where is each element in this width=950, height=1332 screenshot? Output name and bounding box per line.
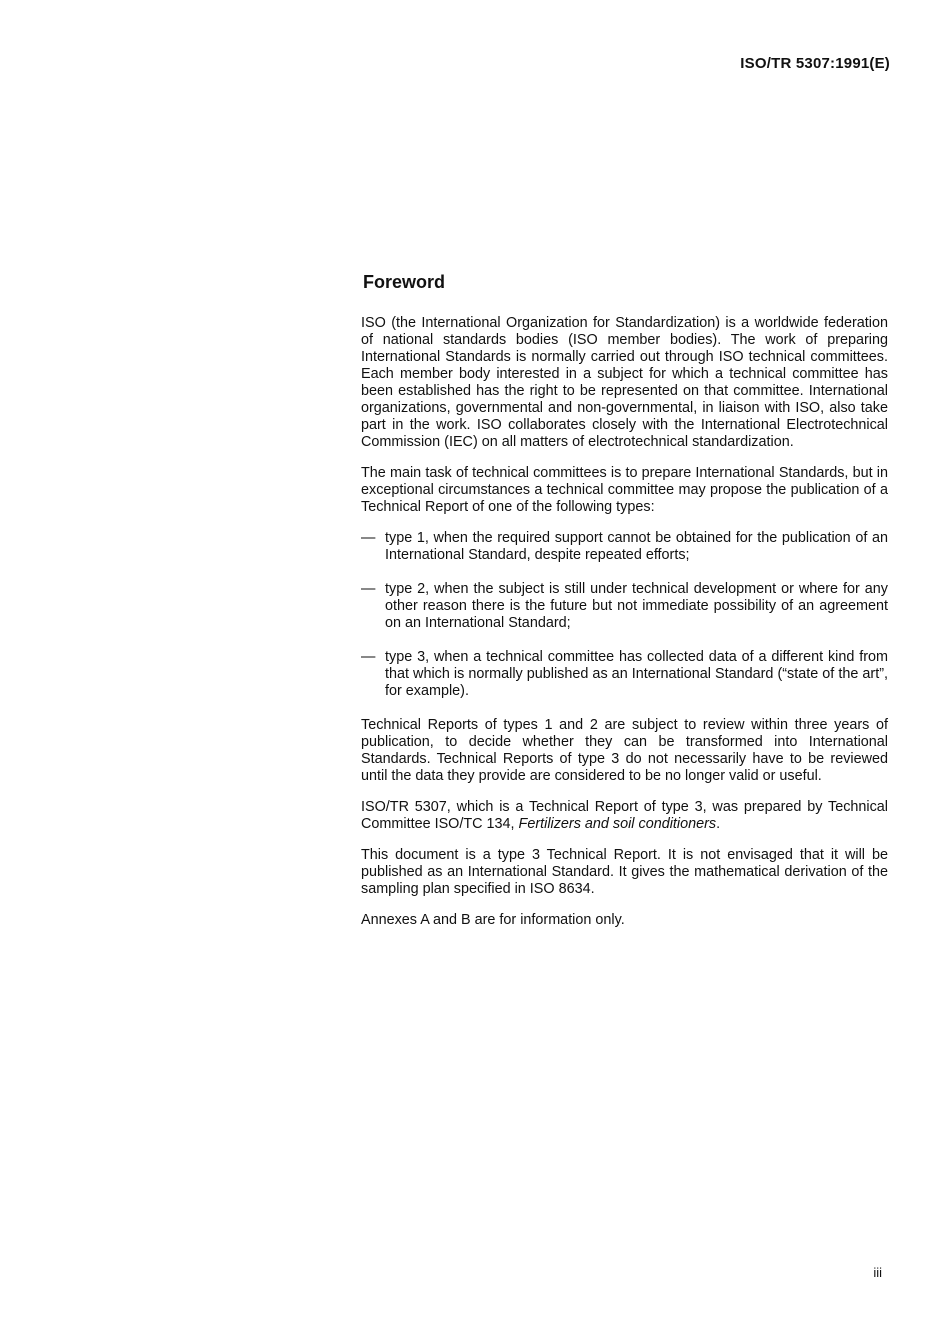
preparation-text: ISO/TR 5307, which is a Technical Report of type 3, was prepared by Technical Committee ISO/TC 134, [361,799,888,832]
paragraph-preparation [361,799,888,833]
section-title: Foreword [363,272,446,292]
paragraph-main-task: The main task of technical committees is to prepare International Standards, but in exceptional circumstances a technical committee may propose the publication of a Technical Report of one of the following types: [361,465,888,515]
foreword-section [361,272,888,943]
paragraph-document-type: This document is a type 3 Technical Report. It is not envisaged that it will be published as an International Standard. It gives the mathematical derivation of the sampling plan specified in ISO 8634. [361,847,888,897]
preparation-end: . [716,816,721,832]
document-identifier: ISO/TR 5307:1991(E) [740,55,890,72]
page-number: iii [873,1265,882,1280]
list-item-text: type 3, when a technical committee has collected data of a different kind from that which is normally published as an International Standard (“state of the art”, for example). [385,649,888,699]
dash-marker: — [361,581,376,597]
committee-title: Fertilizers and soil conditioners [518,816,717,832]
list-item-type-2 [361,581,888,632]
dash-marker: — [361,530,376,546]
list-item-type-3 [361,649,888,700]
paragraph-review: Technical Reports of types 1 and 2 are subject to review within three years of publication, to decide whether they can be transformed into International Standards. Technical Reports of type 3 do not necessarily have to be reviewed until the data they provide are considered to be no longer valid or useful. [361,717,888,784]
report-types-list [361,530,888,700]
paragraph-annexes: Annexes A and B are for information only. [361,912,625,928]
dash-marker: — [361,649,376,665]
list-item-text: type 2, when the subject is still under technical development or where for any other reason there is the future but not immediate possibility of an agreement on an International Standard; [385,581,888,631]
list-item-text: type 1, when the required support cannot be obtained for the publication of an International Standard, despite repeated efforts; [385,530,888,563]
list-item-type-1 [361,530,888,564]
paragraph-iso-overview: ISO (the International Organization for Standardization) is a worldwide federation of national standards bodies (ISO member bodies). The work of preparing International Standards is normally carried out through ISO technical committees. Each member body interested in a subject for which a technical committee has been established has the right to be represented on that committee. International organizations, governmental and non-governmental, in liaison with ISO, also take part in the work. ISO collaborates closely with the International Electrotechnical Commission (IEC) on all matters of electrotechnical standardization. [361,315,888,450]
